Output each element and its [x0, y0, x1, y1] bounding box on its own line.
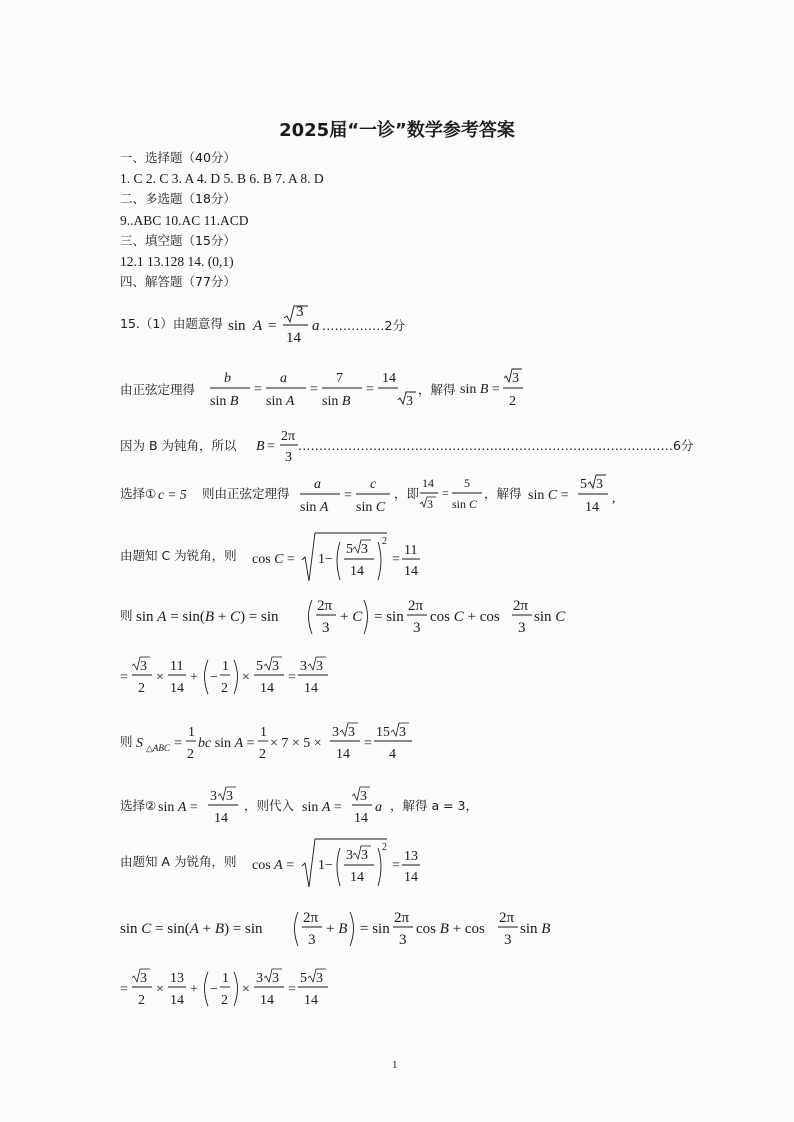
- q15-line-12: [120, 966, 340, 1012]
- svg-text:5: 5: [346, 542, 353, 557]
- svg-text:cos A =: cos A =: [252, 858, 295, 873]
- svg-text:2π: 2π: [317, 598, 333, 614]
- svg-text:B: B: [256, 439, 265, 454]
- q15-line-5-prefix: 由题知 C 为锐角，则: [120, 548, 237, 563]
- svg-text:sin A =: sin A =: [302, 800, 342, 815]
- svg-text:14: 14: [404, 870, 418, 885]
- svg-text:+ B: + B: [326, 921, 348, 937]
- svg-text:2π: 2π: [281, 429, 296, 444]
- svg-text:14: 14: [170, 681, 184, 696]
- q15-line-4-ji: ，即: [394, 486, 420, 501]
- svg-text:2: 2: [138, 681, 145, 696]
- svg-text:3: 3: [399, 725, 406, 740]
- svg-text:A: A: [253, 318, 263, 334]
- svg-text:7: 7: [336, 371, 343, 386]
- svg-text:2: 2: [382, 536, 387, 547]
- svg-text:sin A = sin(B + C) = sin: sin A = sin(B + C) = sin: [136, 609, 279, 625]
- section-heading-fill: 三、填空题（15分）: [120, 233, 236, 248]
- section-heading-choice: 一、选择题（40分）: [120, 150, 236, 165]
- svg-text:14: 14: [170, 993, 184, 1008]
- q15-eq-3: [256, 428, 300, 468]
- svg-text:14: 14: [260, 993, 274, 1008]
- svg-text:3: 3: [596, 477, 603, 492]
- svg-text:3: 3: [427, 497, 433, 511]
- svg-text:=: =: [120, 670, 128, 685]
- svg-text:2π: 2π: [499, 910, 515, 926]
- q15-eq-8: [136, 720, 436, 766]
- svg-text:3: 3: [272, 971, 279, 986]
- svg-text:2: 2: [221, 681, 228, 696]
- svg-text:5: 5: [580, 477, 587, 492]
- svg-text:=: =: [310, 382, 318, 397]
- svg-text:cos B + cos: cos B + cos: [416, 921, 485, 937]
- svg-text:=: =: [288, 670, 296, 685]
- svg-text:3: 3: [406, 394, 413, 409]
- page-number: 1: [392, 1059, 398, 1071]
- svg-text:5: 5: [256, 659, 263, 674]
- svg-text:3: 3: [210, 789, 217, 804]
- svg-text:2π: 2π: [303, 910, 319, 926]
- q15-line-9-end: ，解得 a = 3，: [390, 798, 479, 813]
- svg-text:sin C: sin C: [452, 497, 478, 511]
- svg-text:3: 3: [413, 620, 421, 636]
- svg-text:3: 3: [296, 304, 304, 320]
- svg-text:sin A: sin A: [266, 394, 295, 409]
- svg-text:=: =: [392, 552, 400, 567]
- q15-line-4-prefix: 选择①: [120, 486, 157, 501]
- svg-text:1: 1: [260, 725, 267, 740]
- svg-text:14: 14: [214, 811, 228, 826]
- svg-text:3: 3: [316, 971, 323, 986]
- q15-line-2-prefix: 由正弦定理得: [120, 382, 196, 397]
- svg-text:2: 2: [509, 394, 516, 409]
- svg-text:−: −: [210, 982, 218, 997]
- svg-text:sin B: sin B: [520, 921, 551, 937]
- choice-answers: 1. C 2. C 3. A 4. D 5. B 6. B 7. A 8. D: [120, 171, 324, 186]
- q15-score-2: ……………2分: [322, 318, 405, 333]
- q15-eq-11: [120, 906, 551, 952]
- svg-text:2π: 2π: [513, 598, 529, 614]
- svg-text:3: 3: [322, 620, 330, 636]
- svg-text:5: 5: [300, 971, 307, 986]
- svg-text:15: 15: [376, 725, 390, 740]
- q15-line-9-mid: ，则代入: [244, 798, 295, 813]
- svg-text:3: 3: [140, 971, 147, 986]
- svg-text:3: 3: [285, 450, 292, 465]
- svg-text:2: 2: [187, 747, 194, 762]
- svg-text:a: a: [375, 800, 382, 815]
- svg-text:11: 11: [404, 543, 418, 558]
- svg-text:4: 4: [389, 747, 396, 762]
- svg-text:14: 14: [350, 564, 364, 579]
- q15-line-2-mid: ，解得: [418, 382, 456, 397]
- svg-text:+: +: [190, 670, 198, 685]
- svg-text:+ C: + C: [340, 609, 363, 625]
- q15-eq-5: [252, 530, 422, 586]
- svg-text:14: 14: [404, 564, 418, 579]
- q15-eq-12: [120, 966, 340, 1012]
- svg-text:=: =: [288, 982, 296, 997]
- svg-text:×: ×: [242, 670, 250, 685]
- svg-text:13: 13: [170, 971, 184, 986]
- q15-eq-10: [252, 836, 422, 892]
- svg-text:×: ×: [156, 982, 164, 997]
- q15-line-4-jie: ，解得: [484, 486, 522, 501]
- svg-text:3: 3: [361, 848, 368, 863]
- q15-line-1-prefix: 15.（1）由题意得: [120, 316, 223, 331]
- page-title: 2025届“一诊”数学参考答案: [279, 120, 515, 141]
- svg-text:=: =: [254, 382, 262, 397]
- q15-eq-2: [208, 368, 398, 412]
- q15-line-10-prefix: 由题知 A 为锐角，则: [120, 854, 237, 869]
- svg-text:=: =: [344, 488, 352, 503]
- q15-eq-4c: [528, 474, 628, 518]
- svg-text:c: c: [370, 477, 377, 492]
- q15-score-6: ………………………………………………………………………………6分: [298, 438, 694, 453]
- svg-text:3: 3: [332, 725, 339, 740]
- svg-text:3: 3: [316, 659, 323, 674]
- svg-text:14: 14: [336, 747, 350, 762]
- svg-text:sin A =: sin A =: [158, 800, 198, 815]
- svg-text:=: =: [174, 736, 182, 751]
- svg-text:cos C + cos: cos C + cos: [430, 609, 500, 625]
- q15-eq-2c: [460, 368, 540, 412]
- section-heading-multiple: 二、多选题（18分）: [120, 191, 236, 206]
- svg-text:14: 14: [382, 371, 396, 386]
- q15-eq-9b: [302, 784, 388, 830]
- svg-text:sin B: sin B: [210, 394, 239, 409]
- svg-text:3: 3: [272, 659, 279, 674]
- q15-line-7: [120, 654, 340, 700]
- svg-text:a: a: [312, 318, 320, 334]
- svg-text:14: 14: [354, 811, 368, 826]
- svg-text:2π: 2π: [408, 598, 424, 614]
- svg-text:△ABC: △ABC: [146, 743, 170, 753]
- svg-text:= sin: = sin: [360, 921, 390, 937]
- svg-text:sin C: sin C: [534, 609, 566, 625]
- svg-text:3: 3: [518, 620, 526, 636]
- svg-text:×: ×: [156, 670, 164, 685]
- svg-text:1−: 1−: [318, 552, 333, 567]
- q15-line-4-mid: 则由正弦定理得: [202, 486, 290, 501]
- svg-text:3: 3: [300, 659, 307, 674]
- q15-line-11: [120, 906, 551, 952]
- svg-text:2: 2: [259, 747, 266, 762]
- svg-text:14: 14: [286, 330, 301, 346]
- svg-text:14: 14: [585, 500, 599, 515]
- svg-text:b: b: [224, 371, 231, 386]
- svg-text:sin: sin: [228, 318, 246, 334]
- q15-line-6-prefix: 则: [120, 608, 133, 623]
- svg-text:14: 14: [304, 681, 318, 696]
- svg-text:=: =: [442, 486, 449, 500]
- svg-text:× 7 × 5 ×: × 7 × 5 ×: [270, 736, 322, 751]
- svg-text:3: 3: [399, 932, 407, 948]
- svg-text:2: 2: [382, 842, 387, 853]
- svg-text:2π: 2π: [394, 910, 410, 926]
- svg-text:sin C: sin C: [356, 500, 386, 515]
- svg-text:11: 11: [170, 659, 184, 674]
- svg-text:1: 1: [188, 725, 195, 740]
- svg-text:3: 3: [360, 789, 367, 804]
- svg-text:−: −: [210, 670, 218, 685]
- q15-line-8-prefix: 则: [120, 734, 133, 749]
- svg-text:=: =: [364, 736, 372, 751]
- svg-text:=: =: [366, 382, 374, 397]
- svg-text:3: 3: [512, 371, 519, 386]
- svg-text:=: =: [268, 318, 277, 334]
- svg-text:3: 3: [348, 725, 355, 740]
- q15-line-4-cond: c = 5: [158, 487, 187, 502]
- svg-text:14: 14: [260, 681, 274, 696]
- q15-line-3-prefix: 因为 B 为钝角，所以: [120, 438, 237, 453]
- multiple-answers: 9..ABC 10.AC 11.ACD: [120, 213, 249, 228]
- q15-eq-6: [136, 594, 566, 640]
- svg-text:1: 1: [222, 659, 229, 674]
- svg-text:13: 13: [404, 849, 418, 864]
- svg-text:14: 14: [422, 476, 434, 490]
- svg-text:1: 1: [222, 971, 229, 986]
- svg-text:3: 3: [361, 542, 368, 557]
- svg-text:cos C =: cos C =: [252, 552, 295, 567]
- svg-text:a: a: [280, 371, 287, 386]
- svg-text:S: S: [136, 736, 143, 751]
- svg-text:14: 14: [350, 870, 364, 885]
- svg-text:3: 3: [308, 932, 316, 948]
- svg-text:sin B: sin B: [322, 394, 351, 409]
- svg-text:bc sin A =: bc sin A =: [198, 736, 255, 751]
- svg-text:3: 3: [140, 659, 147, 674]
- svg-text:=: =: [392, 858, 400, 873]
- svg-text:+: +: [190, 982, 198, 997]
- svg-text:3: 3: [256, 971, 263, 986]
- svg-text:3: 3: [226, 789, 233, 804]
- q15-eq-9: [158, 784, 242, 830]
- q15-eq-7: [120, 654, 340, 700]
- svg-text:5: 5: [464, 476, 470, 490]
- svg-text:×: ×: [242, 982, 250, 997]
- svg-text:a: a: [314, 477, 321, 492]
- svg-text:sin B =: sin B =: [460, 382, 500, 397]
- svg-text:=: =: [120, 982, 128, 997]
- q15-line-9-prefix: 选择②: [120, 798, 157, 813]
- section-heading-solve: 四、解答题（77分）: [120, 274, 236, 289]
- svg-text:sin A: sin A: [300, 500, 329, 515]
- svg-text:=: =: [267, 439, 275, 454]
- svg-text:2: 2: [221, 993, 228, 1008]
- svg-text:1−: 1−: [318, 858, 333, 873]
- q15-eq-2b: [398, 368, 418, 412]
- q15-eq-4: [298, 474, 390, 518]
- fill-answers: 12.1 13.128 14. (0,1): [120, 254, 234, 269]
- svg-text:,: ,: [612, 491, 616, 506]
- svg-text:sin C =: sin C =: [528, 488, 569, 503]
- svg-text:14: 14: [304, 993, 318, 1008]
- svg-text:3: 3: [504, 932, 512, 948]
- svg-text:3: 3: [346, 848, 353, 863]
- svg-text:= sin: = sin: [374, 609, 404, 625]
- svg-text:sin C = sin(A + B) = sin: sin C = sin(A + B) = sin: [120, 921, 263, 937]
- svg-text:2: 2: [138, 993, 145, 1008]
